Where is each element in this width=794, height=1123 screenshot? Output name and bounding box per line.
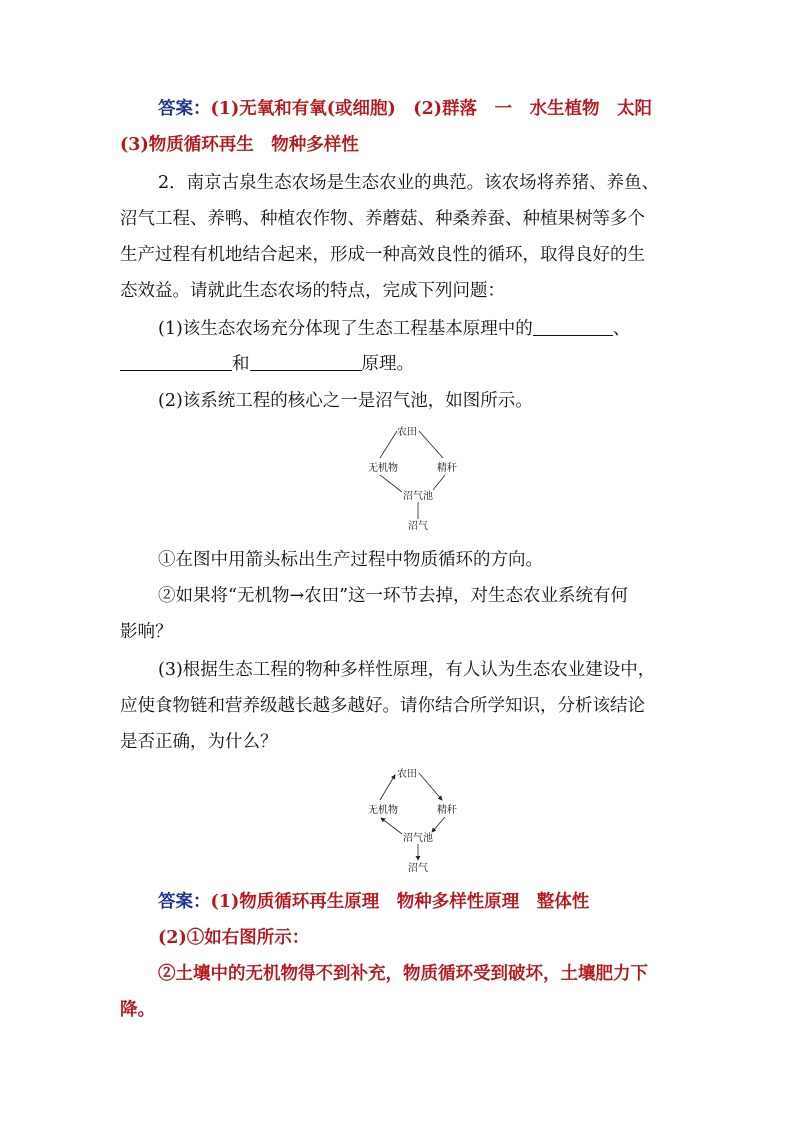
answer-blank-1[interactable] [533, 317, 613, 336]
answer-colon: ： [193, 99, 211, 119]
edge-farmland-straw [419, 431, 443, 458]
answer1-text-1: (1)无氧和有氧(或细胞) (2)群落 一 水生植物 太阳 [210, 99, 653, 119]
answer1-line2: (3)物质循环再生 物种多样性 [120, 135, 359, 155]
cycle-diagram-blank [355, 420, 475, 535]
cycle-diagram-answer [355, 762, 475, 877]
q2-sub1-he: 和 [232, 354, 250, 374]
q2-line-1: 2．南京古泉生态农场是生态农业的典范。该农场将养猪、养鱼、 [158, 173, 660, 193]
q2-sub1-text: (1)该生态农场充分体现了生态工程基本原理中的 [158, 319, 533, 339]
answer-label: 答案 [158, 892, 193, 912]
q2-circle2-line2: 影响？ [120, 622, 173, 642]
node-biogas-pit: 沼气池 [403, 491, 433, 502]
answer-blank-3[interactable] [250, 352, 362, 371]
q2-sub1-line1 [158, 317, 630, 341]
answer-label: 答案 [158, 99, 193, 119]
q2-line-2: 沼气工程、养鸭、种植农作物、养蘑菇、种桑养蚕、种植果树等多个 [120, 209, 645, 229]
q2-sub1-end: 原理。 [361, 354, 414, 374]
answer2-text-1: (1)物质循环再生原理 物种多样性原理 整体性 [210, 892, 590, 912]
arrow-inorganic-to-farmland [380, 775, 395, 800]
node-inorganic: 无机物 [368, 805, 398, 816]
q2-line-3: 生产过程有机地结合起来，形成一种高效良性的循环，取得良好的生 [120, 245, 645, 265]
node-biogas: 沼气 [408, 521, 428, 532]
edge-farmland-inorganic [380, 431, 397, 458]
edge-straw-pit [433, 475, 445, 490]
arrow-pit-to-inorganic [381, 818, 402, 834]
node-farmland: 农田 [397, 427, 417, 438]
node-biogas: 沼气 [408, 863, 428, 874]
q2-circle1: ①在图中用箭头标出生产过程中物质循环的方向。 [158, 550, 543, 570]
q2-circle2-line1: ②如果将“无机物→农田”这一环节去掉，对生态农业系统有何 [158, 586, 629, 606]
answer1-line1 [158, 97, 652, 121]
q2-sub3-line2: 应使食物链和营养级越长越多越好。请你结合所学知识，分析该结论 [120, 696, 645, 716]
q2-sub3-line1: (3)根据生态工程的物种多样性原理，有人认为生态农业建设中， [158, 660, 656, 680]
node-farmland: 农田 [397, 769, 417, 780]
node-biogas-pit: 沼气池 [403, 833, 433, 844]
edge-inorganic-pit [380, 475, 402, 492]
node-straw: 精秆 [437, 463, 457, 474]
answer2-line2: (2)①如右图所示： [158, 928, 310, 948]
answer2-line1 [158, 890, 589, 914]
answer-colon: ： [193, 892, 211, 912]
answer-blank-2[interactable] [120, 352, 232, 371]
answer2-line3: ②土壤中的无机物得不到补充，物质循环受到破坏，土壤肥力下 [158, 964, 648, 984]
arrow-straw-to-pit [432, 817, 445, 832]
arrow-farmland-to-straw [419, 773, 442, 800]
q2-sub1-line2 [120, 352, 414, 376]
answer2-line4: 降。 [120, 1000, 155, 1020]
q2-line-4: 态效益。请就此生态农场的特点，完成下列问题： [120, 281, 505, 301]
q2-sub1-comma: 、 [612, 319, 631, 339]
node-inorganic: 无机物 [368, 463, 398, 474]
node-straw: 精秆 [437, 805, 457, 816]
q2-sub2: (2)该系统工程的核心之一是沼气池，如图所示。 [158, 391, 533, 411]
q2-sub3-line3: 是否正确，为什么？ [120, 732, 278, 752]
